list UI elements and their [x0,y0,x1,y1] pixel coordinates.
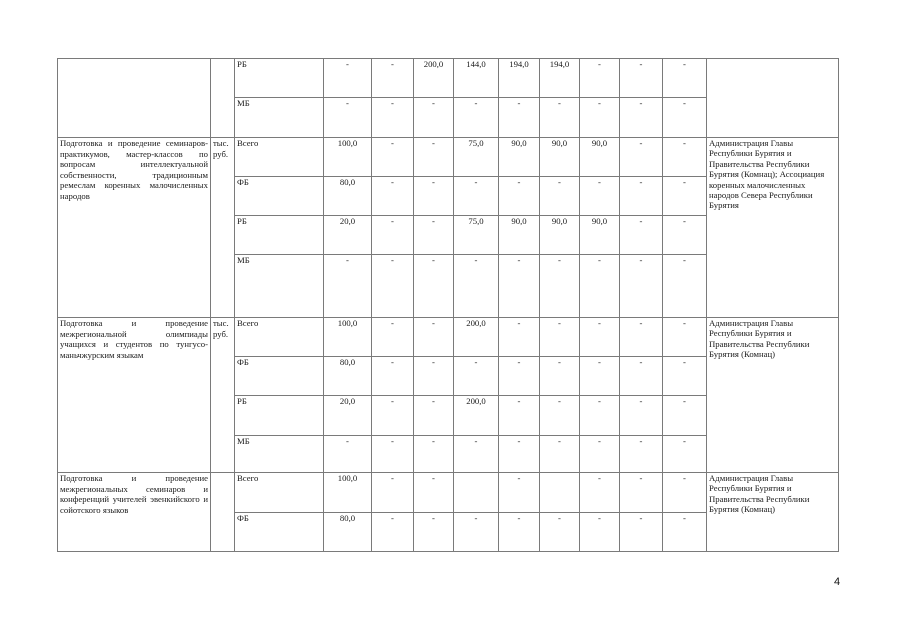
value-cell [454,473,499,513]
value-cell: - [620,98,663,138]
value-cell: - [580,513,620,552]
value-cell: 75,0 [454,216,499,255]
value-cell: - [580,318,620,357]
value-cell: - [414,98,454,138]
value-cell: - [663,513,707,552]
source-cell: ФБ [235,357,324,396]
value-cell: - [372,318,414,357]
value-cell: - [454,436,499,473]
value-cell: - [454,98,499,138]
responsible-cell [707,59,839,138]
value-cell: 80,0 [324,177,372,216]
source-cell: ФБ [235,177,324,216]
value-cell: - [540,357,580,396]
unit-cell: тыс. руб. [211,318,235,473]
value-cell: - [663,255,707,318]
value-cell: - [499,318,540,357]
value-cell: - [324,436,372,473]
value-cell: - [620,216,663,255]
value-cell: - [499,436,540,473]
responsible-cell: Администрация Главы Республики Бурятия и Правительства Республики Бурятия (Комнац) [707,473,839,552]
value-cell: - [540,177,580,216]
value-cell: - [499,255,540,318]
value-cell: - [580,357,620,396]
value-cell: - [540,255,580,318]
value-cell: 200,0 [414,59,454,98]
value-cell: - [324,255,372,318]
value-cell: 90,0 [540,216,580,255]
value-cell: - [620,318,663,357]
source-cell: РБ [235,396,324,436]
value-cell: - [663,177,707,216]
value-cell: 100,0 [324,138,372,177]
responsible-cell: Администрация Главы Республики Бурятия и Правительства Республики Бурятия (Комнац); Ассоциация коренных малочисленных народов Севера Республики Бурятия [707,138,839,318]
value-cell: - [540,318,580,357]
responsible-cell: Администрация Главы Республики Бурятия и Правительства Республики Бурятия (Комнац) [707,318,839,473]
value-cell: 200,0 [454,396,499,436]
value-cell: - [414,513,454,552]
value-cell: - [499,473,540,513]
value-cell: - [663,138,707,177]
activity-description: Подготовка и проведение межрегиональных семинаров и конференций учителей эвенкийского и сойотского языков [58,473,211,552]
value-cell: - [540,513,580,552]
source-cell: РБ [235,59,324,98]
value-cell: - [663,59,707,98]
value-cell: 144,0 [454,59,499,98]
value-cell: - [580,59,620,98]
value-cell: - [499,357,540,396]
value-cell: - [414,357,454,396]
source-cell: ФБ [235,513,324,552]
value-cell: - [414,436,454,473]
value-cell: - [372,216,414,255]
activity-description: Подготовка и проведение межрегиональной олимпиады учащихся и студентов по тунгусо-маньчжурским языкам [58,318,211,473]
value-cell: 90,0 [499,216,540,255]
value-cell: - [372,357,414,396]
value-cell: - [620,255,663,318]
source-cell: Всего [235,473,324,513]
source-cell: МБ [235,98,324,138]
table-row [58,473,839,513]
value-cell: - [580,436,620,473]
value-cell: 80,0 [324,513,372,552]
value-cell: - [372,436,414,473]
value-cell: - [663,216,707,255]
value-cell: 90,0 [580,216,620,255]
source-cell: Всего [235,318,324,357]
value-cell: 194,0 [499,59,540,98]
value-cell: - [663,436,707,473]
value-cell: 194,0 [540,59,580,98]
value-cell: 100,0 [324,318,372,357]
value-cell: - [620,513,663,552]
value-cell: - [414,177,454,216]
value-cell: - [414,396,454,436]
value-cell: - [499,513,540,552]
value-cell: 90,0 [540,138,580,177]
activity-description: Подготовка и проведение семинаров-практикумов, мастер-классов по вопросам интеллектуальной собственности, традиционным ремеслам коренных малочисленных народов [58,138,211,318]
value-cell: - [663,357,707,396]
source-cell: РБ [235,216,324,255]
description-cell [58,59,211,138]
value-cell: - [372,255,414,318]
value-cell: 80,0 [324,357,372,396]
value-cell: - [620,177,663,216]
value-cell: - [372,473,414,513]
value-cell: - [499,396,540,436]
value-cell: 20,0 [324,216,372,255]
value-cell: - [620,436,663,473]
value-cell: - [414,318,454,357]
unit-cell: тыс. руб. [211,138,235,318]
page-number: 4 [834,576,841,588]
table-row [58,59,839,98]
value-cell: 200,0 [454,318,499,357]
value-cell: - [580,396,620,436]
value-cell: - [324,59,372,98]
value-cell: - [454,357,499,396]
value-cell: - [372,138,414,177]
source-cell: Всего [235,138,324,177]
value-cell: - [663,318,707,357]
table-row [58,138,839,177]
value-cell: - [372,396,414,436]
value-cell: - [454,513,499,552]
value-cell: - [372,98,414,138]
value-cell: - [499,177,540,216]
value-cell: - [580,255,620,318]
value-cell: 20,0 [324,396,372,436]
value-cell: 75,0 [454,138,499,177]
value-cell: - [580,98,620,138]
value-cell: - [414,216,454,255]
source-cell: МБ [235,436,324,473]
value-cell: - [372,177,414,216]
value-cell: - [620,357,663,396]
value-cell: 90,0 [580,138,620,177]
value-cell: - [454,255,499,318]
value-cell: - [663,396,707,436]
value-cell: - [372,513,414,552]
value-cell: - [324,98,372,138]
value-cell [540,473,580,513]
value-cell: - [540,98,580,138]
value-cell: - [540,436,580,473]
value-cell: - [620,396,663,436]
table-row [58,318,839,357]
value-cell: - [580,473,620,513]
value-cell: - [454,177,499,216]
value-cell: 90,0 [499,138,540,177]
value-cell: - [499,98,540,138]
value-cell: - [663,473,707,513]
unit-cell [211,59,235,138]
source-cell: МБ [235,255,324,318]
value-cell: - [372,59,414,98]
value-cell: - [620,59,663,98]
value-cell: - [620,138,663,177]
value-cell: 100,0 [324,473,372,513]
value-cell: - [414,138,454,177]
value-cell: - [620,473,663,513]
financing-table [57,58,839,552]
value-cell: - [414,473,454,513]
value-cell: - [540,396,580,436]
value-cell: - [663,98,707,138]
value-cell: - [580,177,620,216]
value-cell: - [414,255,454,318]
unit-cell [211,473,235,552]
